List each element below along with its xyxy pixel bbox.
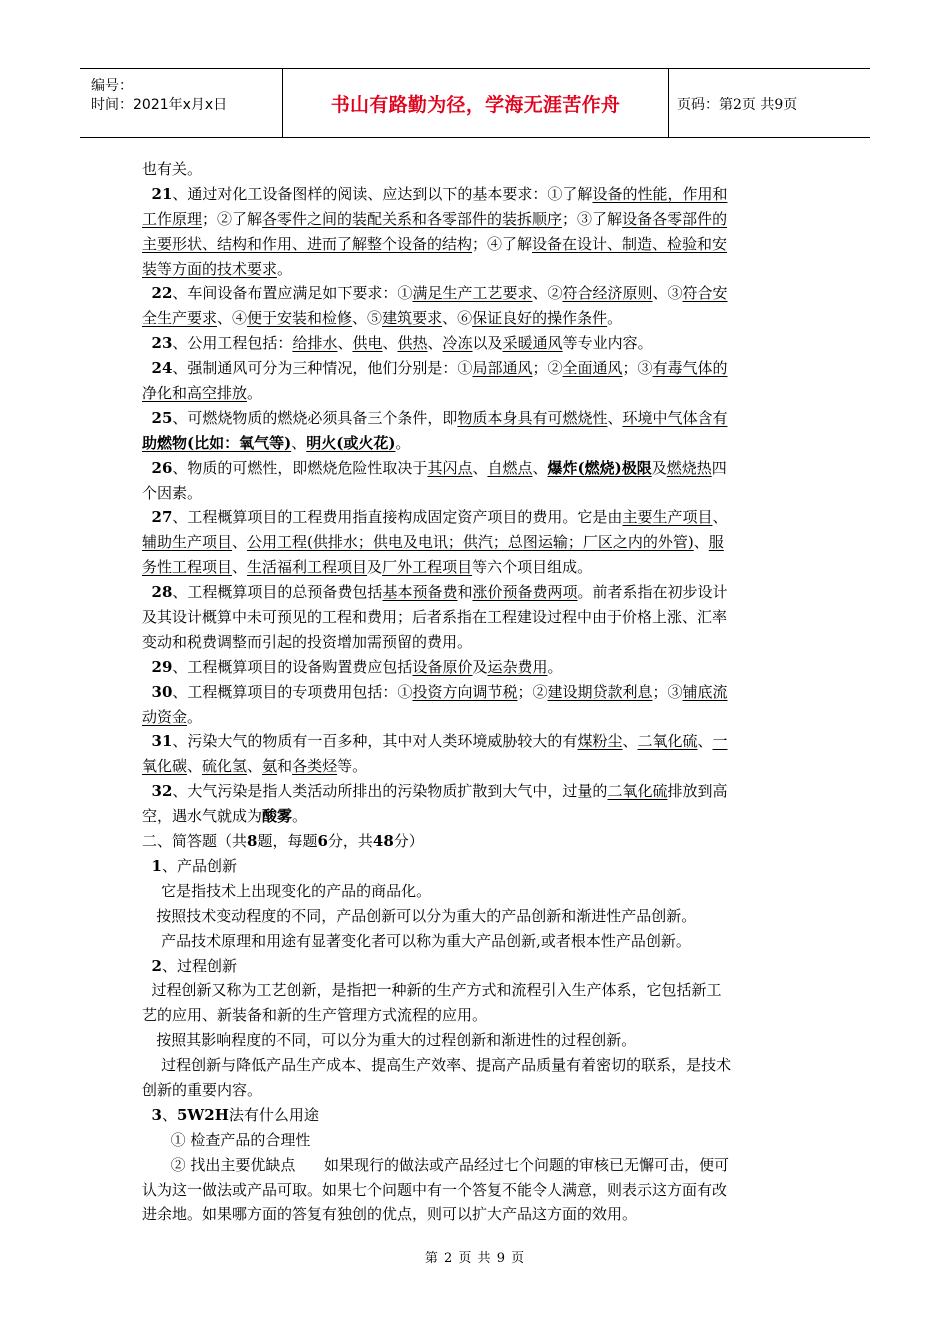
text-segment: 、 xyxy=(712,508,728,527)
text-segment: 、⑤ xyxy=(352,309,383,328)
text-segment: 48 xyxy=(372,832,394,851)
text-segment: 变动和税费调整而引起的投资增加需预留的费用。 xyxy=(142,632,473,651)
underlined-answer: 服 xyxy=(708,533,724,552)
text-segment: ；③ xyxy=(622,359,653,378)
underlined-answer: 煤粉尘 xyxy=(577,732,623,751)
text-segment: 、工程概算项目的设备购置费应包括 xyxy=(172,657,413,676)
text-segment: 以及 xyxy=(472,334,503,353)
text-line xyxy=(142,680,808,705)
text-segment: 法有什么用途 xyxy=(228,1105,319,1124)
text-line xyxy=(142,555,808,580)
text-segment: 按照其影响程度的不同，可以分为重大的过程创新和渐进性的过程创新。 xyxy=(142,1031,637,1050)
underlined-answer: 基本预备费 xyxy=(382,583,458,602)
text-segment: 、可燃烧物质的燃烧必须具备三个条件，即 xyxy=(172,408,458,427)
underlined-answer: 供电 xyxy=(352,334,383,353)
text-segment xyxy=(142,732,152,750)
text-line xyxy=(142,1153,808,1178)
underlined-answer: 符合安 xyxy=(682,284,728,303)
text-line xyxy=(142,456,808,481)
text-line xyxy=(142,406,808,431)
text-line xyxy=(142,232,808,257)
text-segment: 24 xyxy=(151,359,173,378)
text-segment: 产品技术原理和用途有显著变化者可以称为重大产品创新,或者根本性产品创新。 xyxy=(142,931,691,950)
text-line xyxy=(142,530,808,555)
text-segment xyxy=(142,1106,152,1124)
text-segment: 、 xyxy=(247,757,263,776)
text-segment: 、 xyxy=(697,732,713,751)
text-segment: 、 xyxy=(161,1105,177,1124)
text-segment: 、 xyxy=(232,558,248,577)
text-segment: 、工程概算项目的工程费用指直接构成固定资产项目的费用。它是由 xyxy=(172,508,623,527)
document-body xyxy=(142,157,808,1227)
text-segment: 32 xyxy=(151,782,173,801)
text-line xyxy=(142,281,808,306)
text-segment: 酸雾 xyxy=(262,807,293,826)
text-segment: 8 xyxy=(247,832,258,851)
underlined-answer: 铺底流 xyxy=(682,682,728,701)
text-segment: 、③ xyxy=(652,284,683,303)
text-segment: 。前者系指在初步设计 xyxy=(577,583,728,602)
underlined-answer: 各零件之间的装配关系和各零部件的装拆顺序 xyxy=(262,209,563,228)
text-segment: 、工程概算项目的总预备费包括 xyxy=(172,583,383,602)
text-segment: 题，每题 xyxy=(257,832,318,851)
text-segment: ；③了解 xyxy=(562,209,623,228)
underlined-answer: 辅助生产项目 xyxy=(142,533,233,552)
underlined-answer: 满足生产工艺要求 xyxy=(412,284,533,303)
underlined-answer: 二氧化硫 xyxy=(607,782,668,801)
underlined-answer: 全生产要求 xyxy=(142,309,218,328)
underlined-answer: 涨价预备费两项 xyxy=(472,583,578,602)
underlined-answer: 氧化碳 xyxy=(142,757,188,776)
underlined-answer: 公用工程(供排水；供电及电讯；供汽；总图运输；厂区之内的外管) xyxy=(247,533,694,552)
text-segment xyxy=(142,359,152,377)
text-segment: 它是指技术上出现变化的产品的商品化。 xyxy=(142,881,432,900)
underlined-answer: 设备各零部件的 xyxy=(622,209,728,228)
text-segment: 和 xyxy=(277,757,293,776)
text-segment: 和 xyxy=(457,583,473,602)
underlined-answer: 硫化氢 xyxy=(202,757,248,776)
underlined-answer: 一 xyxy=(712,732,728,751)
underlined-answer: 爆炸(燃烧)极限 xyxy=(547,458,652,477)
text-segment: 过程创新又称为工艺创新，是指把一种新的生产方式和流程引入生产体系，它包括新工 xyxy=(142,981,722,1000)
text-segment: 分） xyxy=(393,832,424,851)
text-segment: 、 xyxy=(382,334,398,353)
underlined-answer: 明火(或火花) xyxy=(306,433,396,452)
motto-text: 书山有路勤为径，学海无涯苦作舟 xyxy=(330,94,621,116)
text-segment: 、② xyxy=(532,284,563,303)
text-line xyxy=(142,754,808,779)
text-line xyxy=(142,505,808,530)
text-segment: ① 检查产品的合理性 xyxy=(142,1130,311,1149)
text-segment xyxy=(142,508,152,526)
text-segment: 23 xyxy=(151,334,173,353)
text-segment: 30 xyxy=(151,682,173,701)
text-segment xyxy=(142,459,152,477)
text-segment: 、大气污染是指人类活动所排出的污染物质扩散到大气中，过量的 xyxy=(172,782,608,801)
text-line xyxy=(142,1003,808,1028)
underlined-answer: 冷冻 xyxy=(442,334,473,353)
text-segment: 、工程概算项目的专项费用包括：① xyxy=(172,682,413,701)
text-line xyxy=(142,904,808,929)
underlined-answer: 厂外工程项目 xyxy=(382,558,473,577)
serial-number-label: 编号： xyxy=(91,78,133,94)
text-segment xyxy=(142,857,152,875)
text-segment: 。 xyxy=(292,807,308,826)
text-segment: ；②了解 xyxy=(202,209,263,228)
text-segment: 、 xyxy=(337,334,353,353)
underlined-answer: 自燃点 xyxy=(487,458,533,477)
text-segment xyxy=(142,957,152,975)
text-segment: 29 xyxy=(151,657,173,676)
text-segment: 3 xyxy=(151,1105,162,1124)
underlined-answer: 工作原理 xyxy=(142,209,203,228)
text-line xyxy=(142,779,808,804)
text-segment: 6 xyxy=(317,832,328,851)
text-segment xyxy=(142,409,152,427)
text-segment: 排放到高 xyxy=(667,782,728,801)
text-segment: 、⑥ xyxy=(442,309,473,328)
text-segment: 及 xyxy=(472,657,488,676)
text-line xyxy=(142,207,808,232)
underlined-answer: 助燃物(比如：氧气等) xyxy=(142,433,292,452)
text-segment xyxy=(142,583,152,601)
text-segment: 等专业内容。 xyxy=(562,334,653,353)
text-segment xyxy=(142,284,152,302)
text-line xyxy=(142,1128,808,1153)
underlined-answer: 务性工程项目 xyxy=(142,558,233,577)
text-segment xyxy=(142,683,152,701)
text-segment: 、公用工程包括： xyxy=(172,334,293,353)
text-line xyxy=(142,630,808,655)
text-segment: 、过程创新 xyxy=(161,956,237,975)
header-page-number: 页码：第2页 共9页 xyxy=(677,97,798,113)
text-segment: 过程创新与降低产品生产成本、提高生产效率、提高产品质量有着密切的联系，是技术 xyxy=(142,1056,732,1075)
underlined-answer: 设备在设计、制造、检验和安 xyxy=(532,234,728,253)
text-segment: 、产品创新 xyxy=(161,856,237,875)
text-segment: 。 xyxy=(547,657,563,676)
text-segment: ；② xyxy=(532,359,563,378)
text-line xyxy=(142,1202,808,1227)
text-line xyxy=(142,804,808,829)
underlined-answer: 设备的性能，作用和 xyxy=(592,184,728,203)
text-line xyxy=(142,1053,808,1078)
text-line xyxy=(142,157,808,182)
underlined-answer: 主要生产项目 xyxy=(622,508,713,527)
text-line xyxy=(142,431,808,456)
time-label: 时间：2021年x月x日 xyxy=(91,97,228,113)
text-line xyxy=(142,729,808,754)
text-line xyxy=(142,356,808,381)
underlined-answer: 生活福利工程项目 xyxy=(247,558,368,577)
header-meta-cell xyxy=(80,69,283,137)
text-segment xyxy=(142,658,152,676)
underlined-answer: 环境中气体含有 xyxy=(622,408,728,427)
text-line xyxy=(142,1103,808,1128)
underlined-answer: 各类烃 xyxy=(292,757,338,776)
text-segment: 、 xyxy=(427,334,443,353)
text-segment xyxy=(142,782,152,800)
text-segment: 、 xyxy=(622,732,638,751)
underlined-answer: 便于安装和检修 xyxy=(247,309,353,328)
text-line xyxy=(142,829,808,854)
text-segment: 及 xyxy=(367,558,383,577)
text-segment: 创新的重要内容。 xyxy=(142,1080,263,1099)
text-line xyxy=(142,580,808,605)
underlined-answer: 投资方向调节税 xyxy=(412,682,518,701)
text-segment: 、 xyxy=(187,757,203,776)
text-segment: 、车间设备布置应满足如下要求：① xyxy=(172,284,413,303)
text-segment: 、强制通风可分为三种情况，他们分别是：① xyxy=(172,359,473,378)
underlined-answer: 设备原价 xyxy=(412,657,473,676)
text-line xyxy=(142,331,808,356)
text-line xyxy=(142,978,808,1003)
underlined-answer: 给排水 xyxy=(292,334,338,353)
text-line xyxy=(142,879,808,904)
text-line xyxy=(142,854,808,879)
text-segment: 等六个项目组成。 xyxy=(472,558,593,577)
underlined-answer: 氨 xyxy=(262,757,278,776)
header-page-cell xyxy=(669,69,870,137)
text-segment: 。 xyxy=(607,309,623,328)
text-segment: 、 xyxy=(607,408,623,427)
underlined-answer: 燃烧热 xyxy=(666,458,712,477)
underlined-answer: 有毒气体的 xyxy=(652,359,728,378)
text-segment: 21 xyxy=(151,184,173,203)
text-segment: 26 xyxy=(151,458,173,477)
text-line xyxy=(142,655,808,680)
text-segment: 。 xyxy=(395,433,411,452)
text-segment: 25 xyxy=(151,408,173,427)
text-line xyxy=(142,257,808,282)
text-segment: 空，遇水气就成为 xyxy=(142,807,263,826)
underlined-answer: 建设期贷款利息 xyxy=(547,682,653,701)
text-segment: 认为这一做法或产品可取。如果七个问题中有一个答复不能令人满意，则表示这方面有改 xyxy=(142,1180,728,1199)
text-segment: 、通过对化工设备图样的阅读、应达到以下的基本要求：①了解 xyxy=(172,184,593,203)
text-segment: 22 xyxy=(151,284,173,303)
underlined-answer: 动资金 xyxy=(142,707,188,726)
page-footer: 第 2 页 共 9 页 xyxy=(424,1251,526,1266)
text-segment: 、 xyxy=(232,533,248,552)
text-segment: 二、简答题（共 xyxy=(142,832,248,851)
text-segment: 按照技术变动程度的不同，产品创新可以分为重大的产品创新和渐进性产品创新。 xyxy=(142,906,697,925)
text-segment: ；④了解 xyxy=(472,234,533,253)
text-segment: ；② xyxy=(517,682,548,701)
text-segment: 31 xyxy=(151,732,173,751)
text-segment: 5W2H xyxy=(177,1105,229,1124)
text-segment: 个因素。 xyxy=(142,483,203,502)
text-segment: 。 xyxy=(277,259,293,278)
underlined-answer: 建筑要求 xyxy=(382,309,443,328)
text-line xyxy=(142,306,808,331)
text-segment: 、物质的可燃性，即燃烧危险性取决于 xyxy=(172,458,428,477)
text-segment: 、 xyxy=(291,433,307,452)
text-line xyxy=(142,182,808,207)
text-segment: ；③ xyxy=(652,682,683,701)
text-segment: 及 xyxy=(651,458,667,477)
underlined-answer: 全面通风 xyxy=(562,359,623,378)
text-segment: 、 xyxy=(532,458,548,477)
text-segment xyxy=(142,185,152,203)
text-segment: 2 xyxy=(151,956,162,975)
text-segment: 、污染大气的物质有一百多种，其中对人类环境威胁较大的有 xyxy=(172,732,578,751)
text-line xyxy=(142,381,808,406)
text-line xyxy=(142,1078,808,1103)
text-segment xyxy=(142,334,152,352)
text-segment: 及其设计概算中未可预见的工程和费用；后者系指在工程建设过程中由于价格上涨、汇率 xyxy=(142,608,728,627)
underlined-answer: 局部通风 xyxy=(472,359,533,378)
underlined-answer: 主要形状、结构和作用、进而了解整个设备的结构 xyxy=(142,234,473,253)
underlined-answer: 保证良好的操作条件 xyxy=(472,309,608,328)
text-segment: 。 xyxy=(247,384,263,403)
text-segment: ② 找出主要优缺点 如果现行的做法或产品经过七个问题的审核已无懈可击，便可 xyxy=(142,1155,729,1174)
text-line xyxy=(142,954,808,979)
underlined-answer: 符合经济原则 xyxy=(562,284,653,303)
text-segment: 也有关。 xyxy=(142,160,203,178)
text-segment: 、 xyxy=(693,533,709,552)
text-segment: 进余地。如果哪方面的答复有独创的优点，则可以扩大产品这方面的效用。 xyxy=(142,1205,638,1224)
text-segment: 、④ xyxy=(217,309,248,328)
text-line xyxy=(142,481,808,506)
underlined-answer: 装等方面的技术要求 xyxy=(142,259,278,278)
underlined-answer: 运杂费用 xyxy=(487,657,548,676)
underlined-answer: 物质本身具有可燃烧性 xyxy=(457,408,608,427)
text-line xyxy=(142,705,808,730)
header-motto-cell xyxy=(283,69,669,137)
underlined-answer: 净化和高空排放 xyxy=(142,384,248,403)
text-segment: 艺的应用、新装备和新的生产管理方式流程的应用。 xyxy=(142,1006,488,1025)
page-header xyxy=(80,68,870,138)
underlined-answer: 其闪点 xyxy=(427,458,473,477)
text-segment: 28 xyxy=(151,583,173,602)
text-line xyxy=(142,929,808,954)
text-segment: 分，共 xyxy=(327,832,373,851)
underlined-answer: 采暖通风 xyxy=(502,334,563,353)
underlined-answer: 供热 xyxy=(397,334,428,353)
text-segment: 27 xyxy=(151,508,173,527)
text-line xyxy=(142,605,808,630)
text-segment: 等。 xyxy=(337,757,368,776)
underlined-answer: 二氧化硫 xyxy=(637,732,698,751)
text-line xyxy=(142,1028,808,1053)
text-segment: 四 xyxy=(711,458,727,477)
text-segment: 1 xyxy=(151,856,162,875)
text-line xyxy=(142,1178,808,1203)
text-segment: 、 xyxy=(472,458,488,477)
text-segment: 。 xyxy=(187,707,203,726)
